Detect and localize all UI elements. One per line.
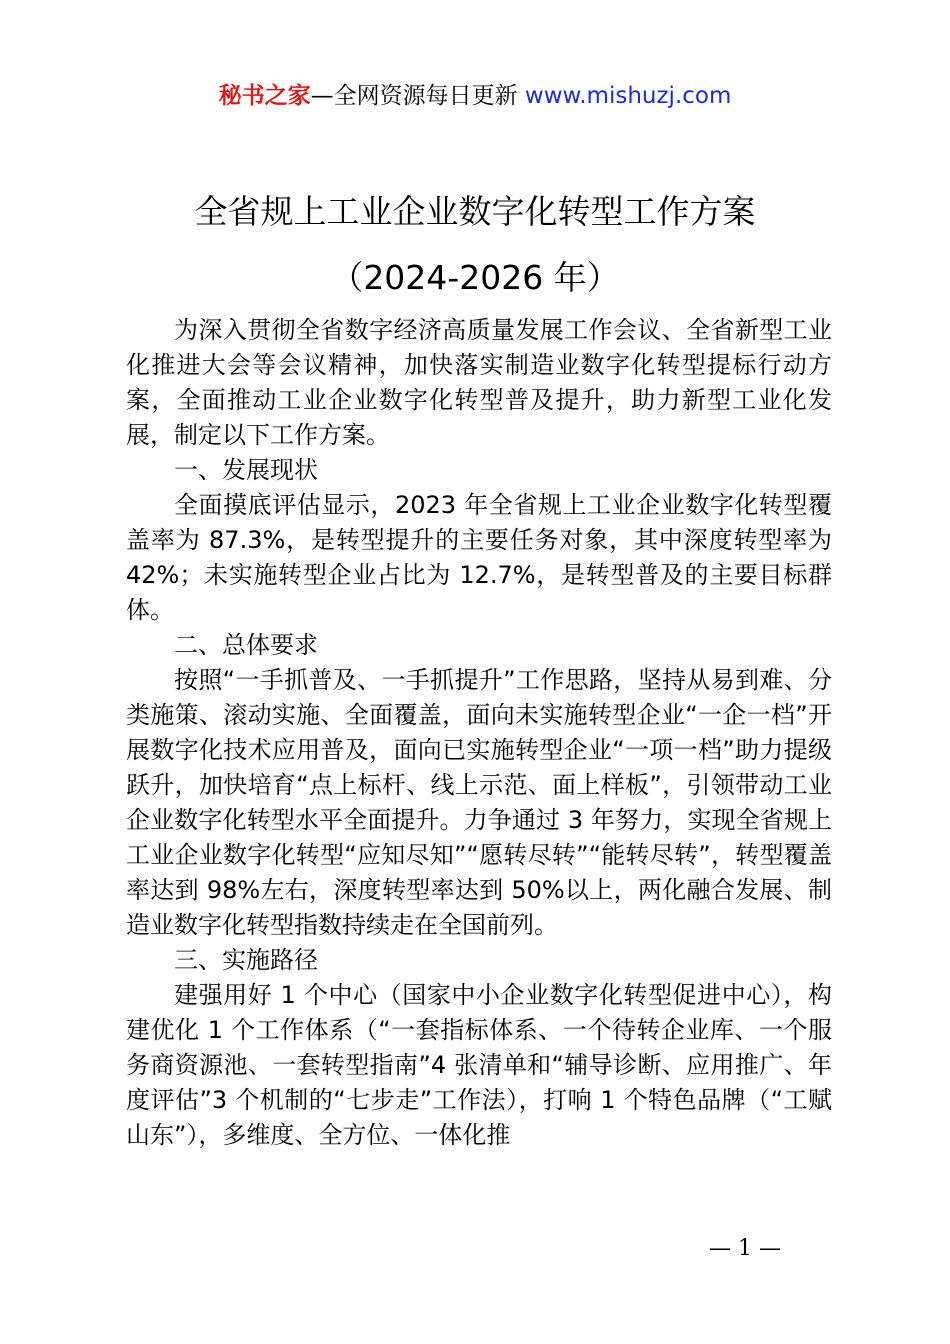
document-title: 全省规上工业企业数字化转型工作方案 <box>194 192 756 231</box>
status-paragraph: 全面摸底评估显示，2023 年全省规上工业企业数字化转型覆盖率为 87.3%，是转型提升的主要任务对象，其中深度转型率为 42%；未实施转型企业占比为 12.7%，是转型普及的主要目标群体。 <box>126 491 832 624</box>
path-paragraph: 建强用好 1 个中心（国家中小企业数字化转型促进中心），构建优化 1 个工作体系（“一套指标体系、一个待转企业库、一个服务商资源池、一套转型指南”4 张清单和“辅导诊断、应用推广、年度评估”3 个机制的“七步走”工作法），打响 1 个特色品牌（“工赋山东”），多维度、全方位、一体化推 <box>126 981 832 1149</box>
banner-brand: 秘书之家 <box>218 83 311 109</box>
source-banner <box>0 80 950 112</box>
section-heading-requirements: 二、总体要求 <box>174 631 318 659</box>
section-heading-path: 三、实施路径 <box>174 946 318 974</box>
section-heading-status: 一、发展现状 <box>174 456 318 484</box>
requirements-paragraph: 按照“一手抓普及、一手抓提升”工作思路，坚持从易到难、分类施策、滚动实施、全面覆盖，面向未实施转型企业“一企一档”开展数字化技术应用普及，面向已实施转型企业“一项一档”助力提级跃升，加快培育“点上标杆、线上示范、面上样板”，引领带动工业企业数字化转型水平全面提升。力争通过 3 年努力，实现全省规上工业企业数字化转型“应知尽知”“愿转尽转”“能转尽转”，转型覆盖率达到 98%左右，深度转型率达到 50%以上，两化融合发展、制造业数字化转型指数持续走在全国前列。 <box>126 666 832 939</box>
banner-tagline: —全网资源每日更新 <box>310 83 525 109</box>
intro-paragraph: 为深入贯彻全省数字经济高质量发展工作会议、全省新型工业化推进大会等会议精神，加快落实制造业数字化转型提标行动方案，全面推动工业企业数字化转型普及提升，助力新型工业化发展，制定以下工作方案。 <box>126 316 832 449</box>
page-number: — 1 — <box>709 1236 781 1261</box>
document-subtitle: （2024-2026 年） <box>330 258 620 297</box>
banner-url-link[interactable]: www.mishuzj.com <box>524 83 732 109</box>
document-body <box>126 313 832 1153</box>
